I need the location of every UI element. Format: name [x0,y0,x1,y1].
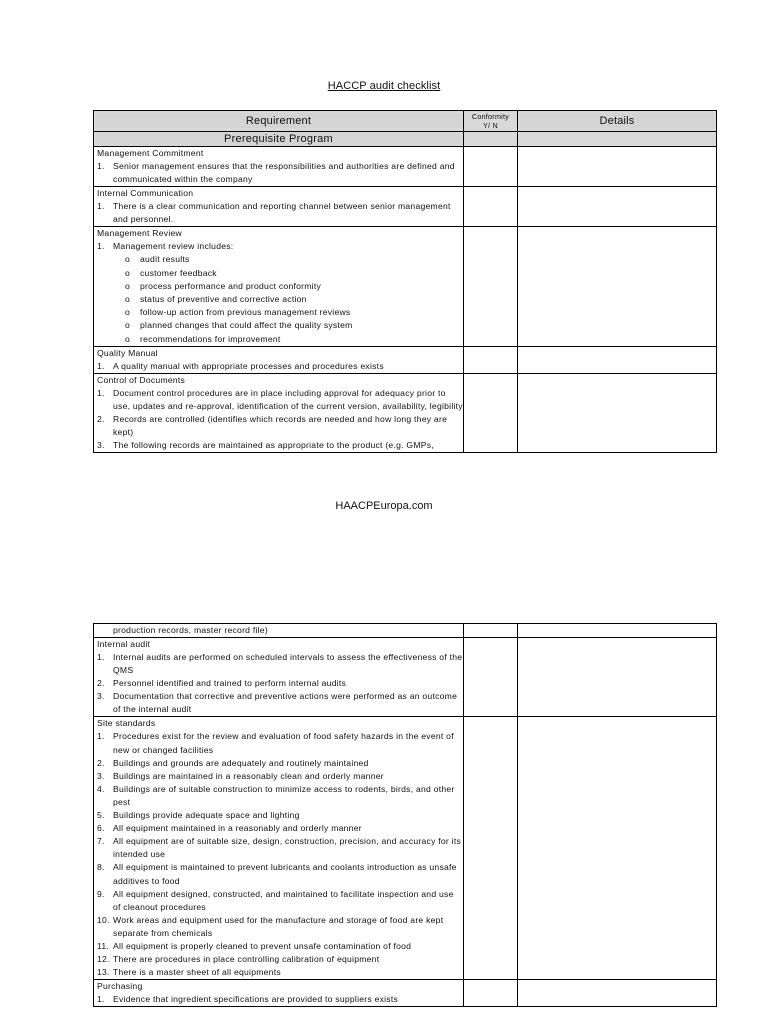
section-row-internal-audit [94,638,717,717]
list-item [97,200,463,226]
bullet-marker: o [125,320,131,331]
details-cell[interactable] [518,187,717,227]
requirement-cell [94,373,464,452]
bullet-marker: o [125,254,131,265]
requirement-list [94,993,463,1006]
requirement-list [94,651,463,716]
item-text: Work areas and equipment used for the manufacture and storage of food are kept separate from chemicals [113,914,444,938]
bullet-item [125,319,463,332]
conformity-cell[interactable] [464,227,518,347]
list-item [97,888,463,914]
bullet-text: process performance and product conformity [140,280,322,291]
bullet-text: audit results [140,254,190,265]
requirement-list [94,160,463,186]
list-item [97,413,463,439]
item-text: Buildings provide adequate space and lighting [113,810,300,821]
details-cell[interactable] [518,624,717,638]
requirement-cell [94,187,464,227]
bullet-marker: o [125,294,131,305]
bullet-item [125,293,463,306]
list-item [97,770,463,783]
bullet-text: recommendations for improvement [140,333,281,344]
item-text: Management review includes: [113,241,234,252]
list-item [97,783,463,809]
item-text: Personnel identified and trained to perform internal audits [113,678,347,689]
list-item [97,160,463,186]
list-item [97,940,463,953]
requirement-list [94,360,463,373]
bullet-item [125,306,463,319]
item-text: Documentation that corrective and preventive actions were performed as an outcome of the internal audit [113,691,458,715]
conformity-header [464,111,518,132]
item-text: There is a clear communication and reporting channel between senior management and personnel. [113,201,451,225]
bullet-text: follow-up action from previous management reviews [140,307,351,318]
bullet-marker: o [125,333,131,344]
item-text: All equipment is properly cleaned to prevent unsafe contamination of food [113,940,412,951]
item-number: 6. [97,823,105,834]
item-number: 9. [97,888,105,899]
list-item [97,809,463,822]
requirement-cell [94,147,464,187]
list-item [97,993,463,1006]
requirement-list [94,240,463,253]
requirement-header [94,111,464,132]
continuation-text: production records, master record file) [113,625,268,635]
list-item [97,822,463,835]
item-text: All equipment maintained in a reasonably and orderly manner [113,823,362,834]
item-text: There is a master sheet of all equipments [113,967,281,978]
item-number: 2. [97,757,105,768]
item-number: 4. [97,783,105,794]
item-text: All equipment is maintained to prevent lubricants and coolants introduction as unsafe additives to food [113,862,457,886]
conformity-cell[interactable] [464,980,518,1007]
requirement-list [94,387,463,452]
list-item [97,835,463,861]
requirement-list [94,730,463,979]
requirement-cell [94,980,464,1007]
table-header-row [94,111,717,132]
list-item [97,677,463,690]
bullet-text: planned changes that could affect the quality system [140,320,353,331]
section-row-management-commitment [94,147,717,187]
checklist-table-page2 [93,623,717,1007]
continuation-cell [94,624,464,638]
prerequisite-program-label: Prerequisite Program [96,133,461,145]
section-title: Management Review [97,228,182,239]
list-item [97,439,463,452]
bullet-text: customer feedback [140,267,217,278]
section-title: Purchasing [97,981,143,992]
section-row-internal-communication [94,187,717,227]
prerequisite-program-cell [94,132,464,147]
section-title: Internal audit [97,639,151,649]
item-text: Buildings and grounds are adequately and routinely maintained [113,757,369,768]
section-title: Internal Communication [97,188,194,199]
item-text: Internal audits are performed on scheduled intervals to assess the effectiveness of the QMS [113,652,463,676]
section-title: Quality Manual [97,347,158,358]
requirement-header-label: Requirement [96,113,461,128]
item-number: 1. [97,241,105,252]
prerequisite-details-cell [518,132,717,147]
bullet-item [125,333,463,346]
details-cell[interactable] [518,346,717,373]
conformity-cell[interactable] [464,187,518,227]
conformity-cell[interactable] [464,346,518,373]
section-row-management-review [94,227,717,347]
item-number: 12. [97,954,110,965]
bullet-marker: o [125,280,131,291]
review-inputs-list [94,253,463,345]
conformity-header-label: Conformity [471,112,510,121]
details-cell[interactable] [518,227,717,347]
footer-website: HAACPEuropa.com [335,500,433,512]
item-text: All equipment are of suitable size, design, construction, precision, and accuracy for its intended use [113,836,462,860]
item-text: A quality manual with appropriate processes and procedures exists [113,360,384,371]
item-text: Document control procedures are in place including approval for adequacy prior to use, updates and re-approval, identification of the current version, availability, legibility [113,387,463,412]
section-title: Management Commitment [97,148,204,158]
list-item [97,914,463,940]
bullet-marker: o [125,267,131,278]
item-number: 1. [97,652,105,662]
item-text: Buildings are of suitable construction to minimize access to rodents, birds, and other pest [113,783,455,807]
item-text: Records are controlled (identifies which records are needed and how long they are kept) [113,414,448,438]
conformity-cell[interactable] [464,624,518,638]
bullet-item [125,280,463,293]
details-header [518,111,717,132]
list-item [97,953,463,966]
details-header-label: Details [520,113,714,128]
requirement-cell [94,227,464,347]
conformity-cell[interactable] [464,373,518,452]
section-title: Site standards [97,718,156,729]
bullet-marker: o [125,307,131,318]
item-number: 10. [97,914,110,925]
item-number: 13. [97,967,110,978]
requirement-cell [94,346,464,373]
item-number: 8. [97,862,105,873]
requirement-cell [94,638,464,717]
conformity-header-yn: Y/ N [483,121,498,130]
list-item [97,861,463,887]
list-item [97,240,463,253]
item-text: Evidence that ingredient specifications are provided to suppliers exists [113,994,399,1005]
checklist-table-page1 [93,110,717,453]
requirement-list [94,200,463,226]
bullet-text: status of preventive and corrective action [140,294,307,305]
item-number: 7. [97,836,105,847]
item-number: 1. [97,994,105,1005]
section-title: Control of Documents [97,374,186,385]
section-row-site-standards [94,717,717,980]
item-number: 1. [97,161,105,171]
list-item [97,966,463,979]
details-cell[interactable] [518,638,717,717]
details-cell[interactable] [518,373,717,452]
conformity-cell[interactable] [464,147,518,187]
item-text: All equipment designed, constructed, and maintained to facilitate inspection and use of cleanout procedures [113,888,454,912]
bullet-item [125,267,463,280]
continuation-row [94,624,717,638]
item-number: 1. [97,201,105,212]
list-item [97,757,463,770]
item-number: 3. [97,440,105,451]
prerequisite-conformity-cell [464,132,518,147]
requirement-cell [94,717,464,980]
bullet-item [125,253,463,266]
prerequisite-program-row [94,132,717,147]
item-number: 1. [97,731,105,742]
item-text: Senior management ensures that the responsibilities and authorities are defined and communicated within the company [113,161,455,185]
list-item [97,690,463,716]
item-number: 3. [97,691,105,702]
section-row-control-of-documents [94,373,717,452]
item-number: 3. [97,770,105,781]
list-item [97,651,463,677]
conformity-cell[interactable] [464,717,518,980]
item-text: Buildings are maintained in a reasonably clean and orderly manner [113,770,384,781]
document-title: HACCP audit checklist [327,80,441,92]
details-cell[interactable] [518,717,717,980]
item-number: 1. [97,360,105,371]
section-row-quality-manual [94,346,717,373]
details-cell[interactable] [518,147,717,187]
item-number: 2. [97,678,105,689]
section-row-purchasing [94,980,717,1007]
item-text: The following records are maintained as appropriate to the product (e.g. GMPs, [113,440,434,451]
item-number: 2. [97,414,105,425]
item-number: 1. [97,387,105,398]
details-cell[interactable] [518,980,717,1007]
item-text: Procedures exist for the review and evaluation of food safety hazards in the event of new or changed facilities [113,731,454,755]
item-text: There are procedures in place controlling calibration of equipment [113,954,380,965]
list-item [97,387,463,413]
item-number: 5. [97,810,105,821]
conformity-cell[interactable] [464,638,518,717]
list-item [97,360,463,373]
item-number: 11. [97,940,110,951]
list-item [97,730,463,756]
